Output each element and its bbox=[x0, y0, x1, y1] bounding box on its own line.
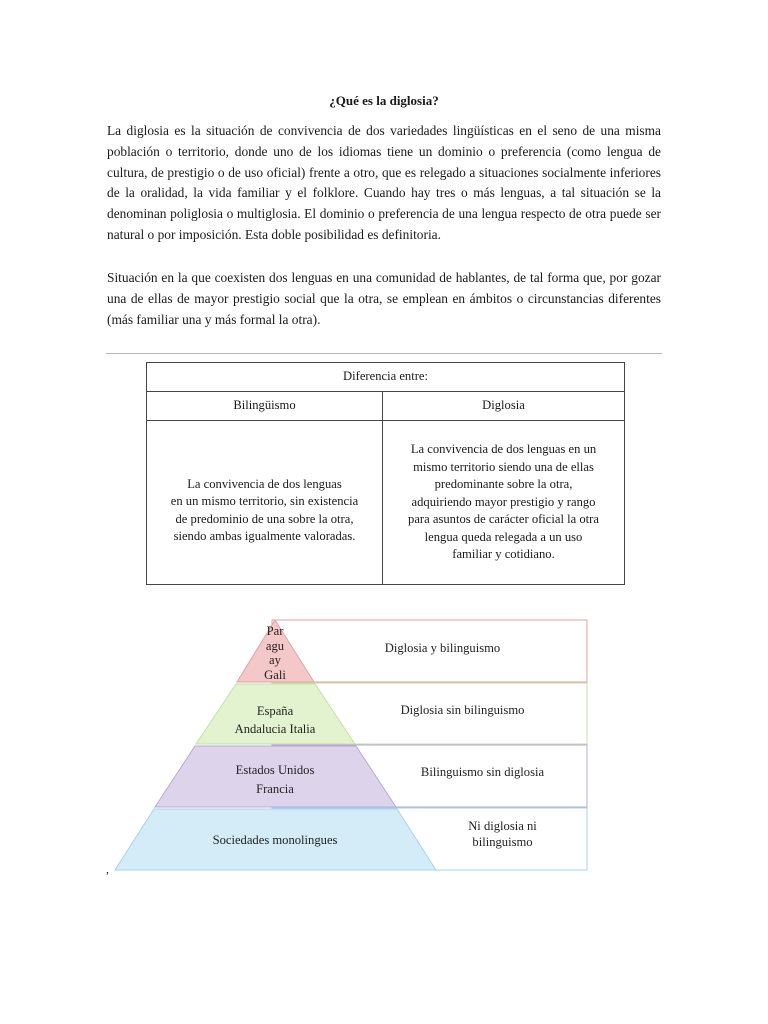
tier-1-label-line: Gali bbox=[264, 667, 286, 682]
description-level-3: Bilinguismo sin diglosia bbox=[420, 765, 545, 779]
diglosia-line: familiar y cotidiano. bbox=[452, 547, 555, 562]
tier-2-label-line: Andalucia Italia bbox=[234, 722, 316, 736]
page-title: ¿Qué es la diglosia? bbox=[329, 93, 439, 108]
diglosia-line: predominante sobre la otra, bbox=[434, 477, 573, 492]
column-title-diglosia: Diglosia bbox=[383, 392, 625, 421]
diglosia-line: La convivencia de dos lenguas en un bbox=[410, 442, 597, 457]
tier-1-label bbox=[245, 624, 305, 682]
tier-3-label-line: Estados Unidos bbox=[235, 763, 315, 777]
tier-3-label bbox=[195, 761, 355, 799]
tier-4-label bbox=[170, 832, 380, 848]
paragraph-definition: La diglosia es la situación de convivencia de dos variedades lingüísticas en el seno de una misma población o territorio, donde uno de los idiomas tiene un dominio o preferencia (como lengua de cultura, de prestigio o de uso oficial) frente a otro, que es relegado a situaciones socialmente inferiores de la oralidad, la vida familiar y el folklore. Cuando hay tres o más lenguas, a tal situación se la denominan poliglosia o multiglosia. El dominio o preferencia de una lengua respecto de otra puede ser natural o por imposición. Esta doble posibilidad es definitoria. bbox=[107, 123, 661, 242]
diglosia-line: adquiriendo mayor prestigio y rango bbox=[411, 494, 596, 509]
description-level-2: Diglosia sin bilinguismo bbox=[400, 703, 525, 717]
tier-1-label-line: agu bbox=[265, 638, 285, 653]
description-level-1: Diglosia y bilinguismo bbox=[384, 641, 501, 655]
description-level-4-line: bilinguismo bbox=[472, 834, 533, 849]
paragraph-situation: Situación en la que coexisten dos lenguas en una comunidad de hablantes, de tal forma que, por gozar una de ellas de mayor prestigio social que la otra, se emplean en ámbitos o circunstancias diferentes (más familiar una y más formal la otra). bbox=[107, 270, 661, 327]
column-title-bilinguismo: Bilingüismo bbox=[147, 392, 383, 421]
tier-2-label bbox=[205, 702, 345, 738]
bilinguismo-line: de predominio de una sobre la otra, bbox=[175, 511, 354, 526]
trailing-comma: , bbox=[106, 862, 109, 876]
bilinguismo-line: en un mismo territorio, sin existencia bbox=[170, 494, 359, 508]
bilinguismo-line: La convivencia de dos lenguas bbox=[187, 476, 342, 491]
tier-1-label-line: Par bbox=[266, 624, 284, 638]
bilinguismo-line: siendo ambas igualmente valoradas. bbox=[173, 529, 356, 543]
tier-1-label-line: ay bbox=[269, 653, 281, 667]
description-level-4-line: Ni diglosia ni bbox=[468, 819, 537, 833]
diglosia-line: mismo territorio siendo una de ellas bbox=[413, 459, 594, 474]
diglosia-line: lengua queda relegada a un uso bbox=[424, 529, 583, 544]
description-level-4 bbox=[410, 819, 595, 850]
diglosia-line: para asuntos de carácter oficial la otra bbox=[408, 512, 599, 527]
tier-2-label-line: España bbox=[256, 704, 294, 718]
tier-4-label-line: Sociedades monolingues bbox=[212, 833, 338, 847]
table-header-cell: Diferencia entre: bbox=[147, 363, 625, 392]
tier-3-label-line: Francia bbox=[256, 782, 294, 796]
